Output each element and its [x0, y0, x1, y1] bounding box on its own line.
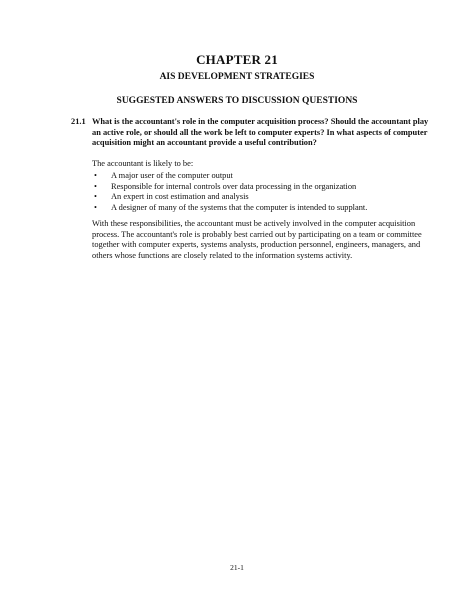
discussion-question — [71, 117, 431, 149]
section-title: AIS DEVELOPMENT STRATEGIES — [159, 72, 315, 82]
bullet-text: A designer of many of the systems that the computer is intended to supplant. — [111, 202, 368, 212]
chapter-title: CHAPTER 21 — [196, 52, 278, 67]
question-text: What is the accountant's role in the computer acquisition process? Should the accountant play an active role, or should all the work be left to computer experts? In what aspects of computer acquisition might an accountant provide a useful contribution? — [92, 117, 429, 148]
bullet-text: An expert in cost estimation and analysis — [111, 192, 249, 202]
section-subtitle: SUGGESTED ANSWERS TO DISCUSSION QUESTIONS — [116, 96, 358, 106]
bullet-item — [92, 203, 432, 214]
bullet-item — [92, 192, 432, 203]
bullet-icon: • — [94, 202, 97, 212]
answer-paragraph: With these responsibilities, the accountant must be actively involved in the computer acquisition process. The accountant's role is probably best carried out by participating on a team or committee together with computer experts, systems analysts, production personnel, engineers, managers, and others whose functions are closely related to the information systems activity. — [92, 219, 422, 260]
bullet-text: Responsible for internal controls over data processing in the organization — [111, 181, 357, 191]
bullet-text: A major user of the computer output — [111, 171, 233, 180]
bullet-item — [92, 171, 432, 182]
bullet-icon: • — [94, 171, 97, 180]
answer-intro: The accountant is likely to be: — [92, 159, 194, 168]
answer-bullet-list — [92, 171, 432, 213]
bullet-item — [92, 182, 432, 193]
bullet-icon: • — [94, 181, 97, 191]
bullet-icon: • — [94, 192, 97, 202]
page-number: 21-1 — [230, 563, 244, 572]
question-number: 21.1 — [71, 117, 86, 126]
